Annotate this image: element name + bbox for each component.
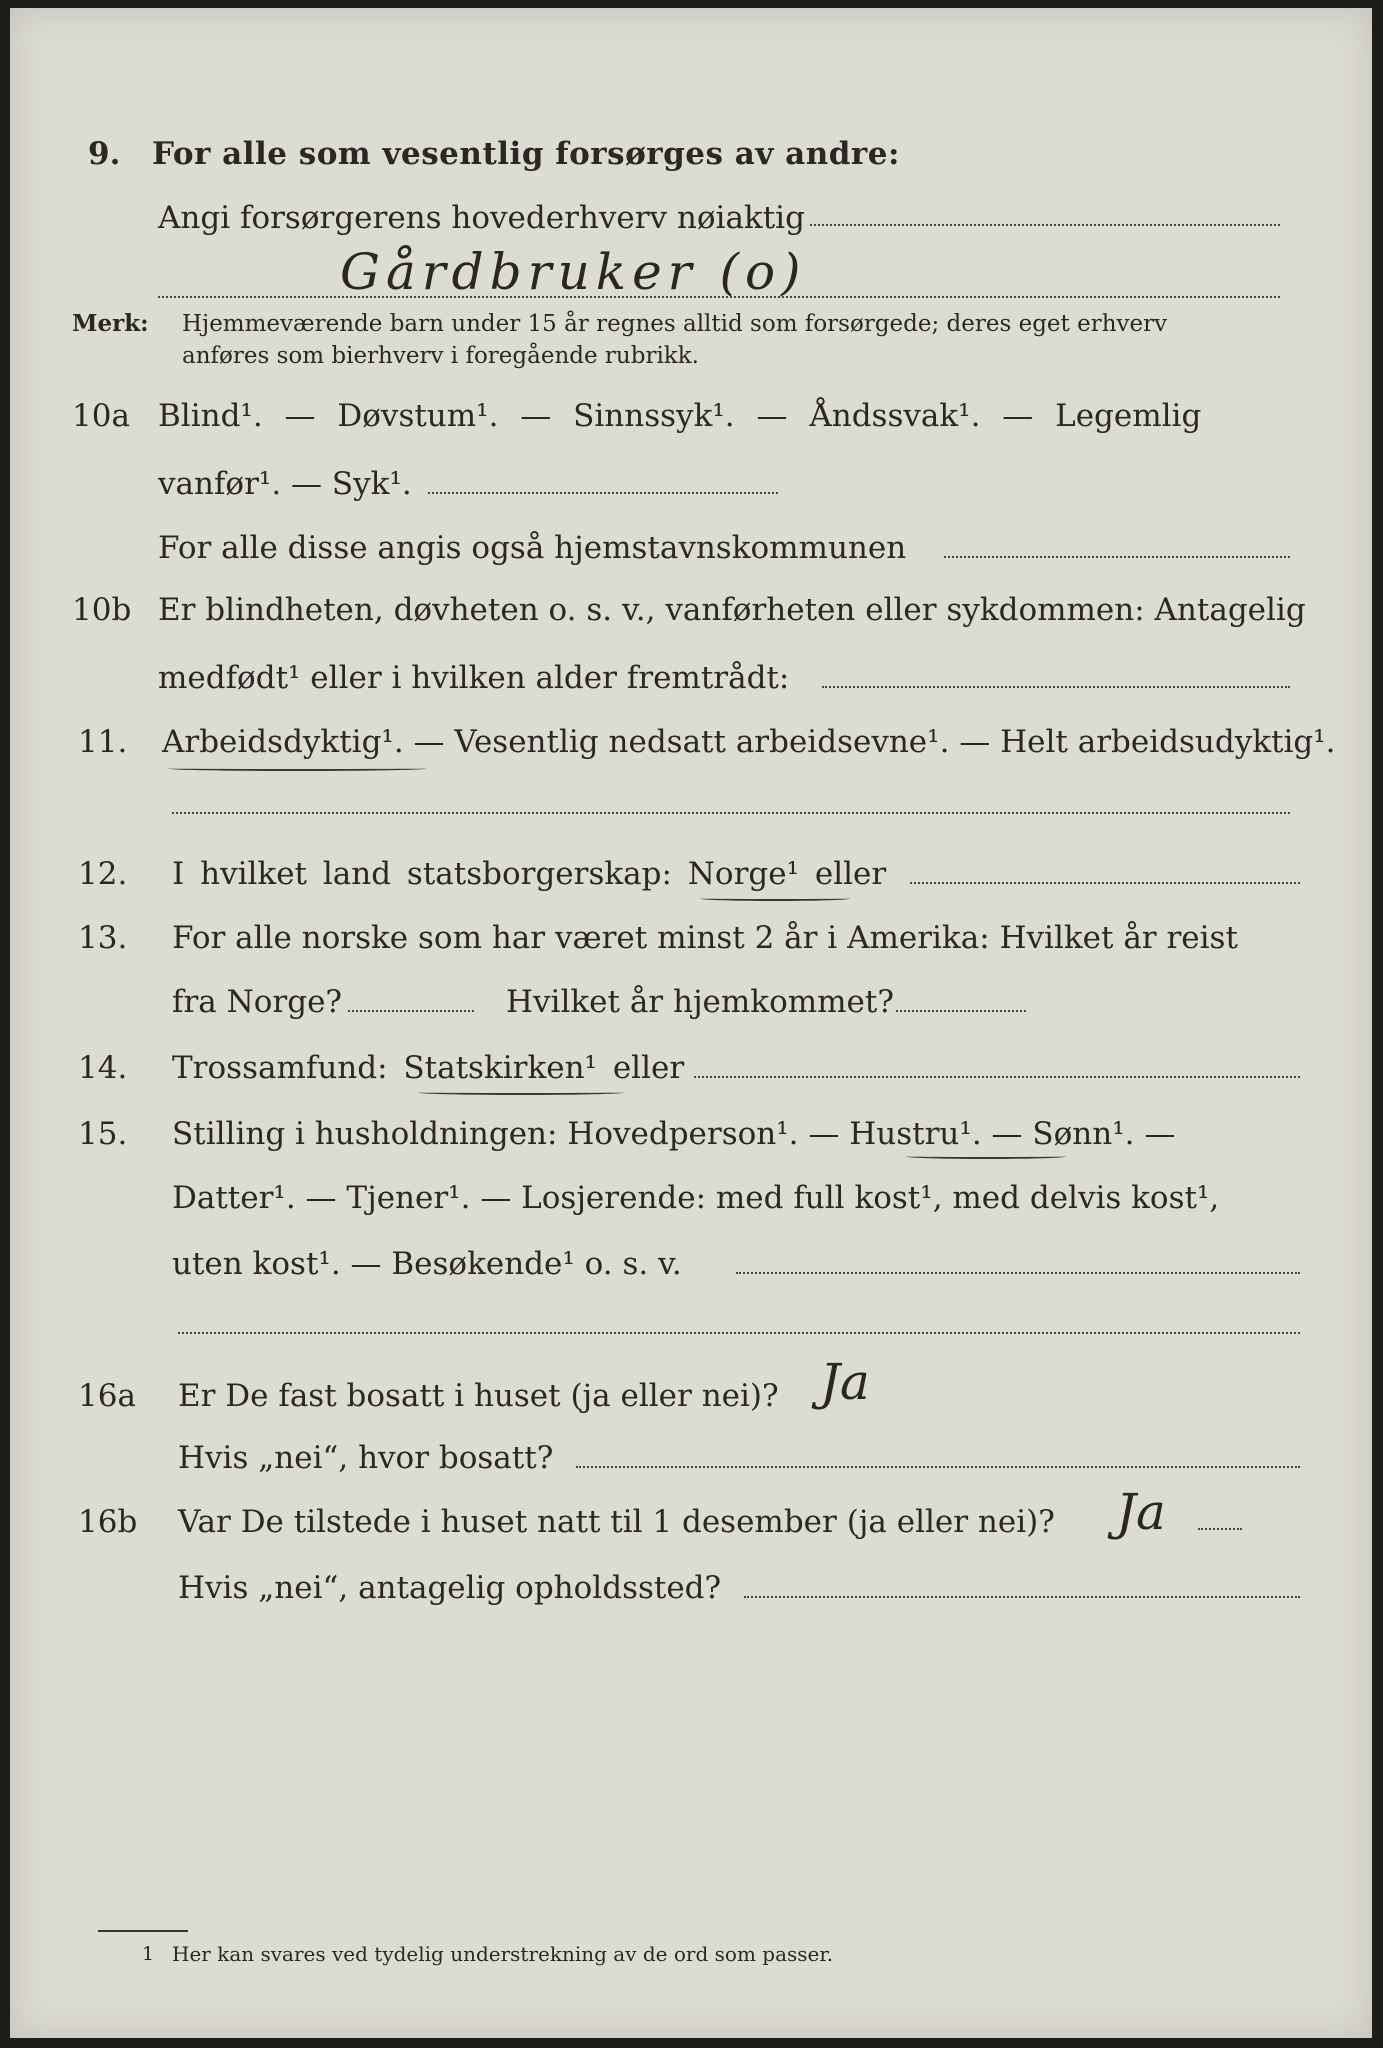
q12-number: 12. [78, 856, 128, 892]
q10a-line3: For alle disse angis også hjemstavnskommunen [158, 530, 907, 566]
q14-number: 14. [78, 1050, 128, 1086]
q15-answer-line-1 [736, 1270, 1300, 1274]
q14-line1: Trossamfund: Statskirken¹ eller [172, 1050, 685, 1086]
q9-line2: Angi forsørgerens hovederhverv nøiaktig [158, 200, 805, 236]
q16b-number: 16b [78, 1504, 138, 1540]
q16a-handwritten-answer: Ja [820, 1353, 870, 1411]
q14-answer-line [694, 1074, 1300, 1078]
q10b-line1: Er blindheten, døvheten o. s. v., vanførheten eller sykdommen: Antagelig [158, 592, 1306, 628]
q9-answer-line-1 [810, 222, 1280, 226]
q15-line2: Datter¹. — Tjener¹. — Losjerende: med full kost¹, med delvis kost¹, [172, 1180, 1220, 1216]
q16a-line2: Hvis „nei“, hvor bosatt? [178, 1440, 554, 1476]
q11-answer-line [172, 810, 1290, 814]
q13-number: 13. [78, 920, 128, 956]
q16a-line1: Er De fast bosatt i huset (ja eller nei)? [178, 1378, 779, 1414]
q14-underline-statskirken [418, 1090, 624, 1095]
q9-handwritten-answer: Gårdbruker (o) [340, 243, 807, 301]
q10b-line2: medfødt¹ eller i hvilken alder fremtrådt: [158, 660, 790, 696]
q15-number: 15. [78, 1116, 128, 1152]
merk-label: Merk: [72, 310, 149, 337]
q11-underline-arbeidsdyktig [168, 766, 426, 771]
q16b-line2: Hvis „nei“, antagelig opholdssted? [178, 1570, 722, 1606]
q11-line1: Arbeidsdyktig¹. — Vesentlig nedsatt arbeidsevne¹. — Helt arbeidsudyktig¹. [162, 724, 1336, 760]
q16b-opholdssted-line [744, 1594, 1300, 1598]
merk-line1: Hjemmeværende barn under 15 år regnes alltid som forsørgede; deres eget erhverv [182, 311, 1168, 337]
q15-underline-hustru [906, 1154, 1066, 1159]
q15-line3: uten kost¹. — Besøkende¹ o. s. v. [172, 1246, 682, 1282]
footnote-text: Her kan svares ved tydelig understrekning av de ord som passer. [172, 1942, 834, 1966]
q12-answer-line [910, 880, 1300, 884]
census-form-page [10, 8, 1372, 2038]
q16b-line1: Var De tilstede i huset natt til 1 desember (ja eller nei)? [178, 1504, 1055, 1540]
footnote-rule [98, 1930, 188, 1932]
q11-number: 11. [78, 724, 128, 760]
q16a-answer-line [576, 1464, 1300, 1468]
q10a-answer-line [428, 490, 778, 494]
q16b-answer-line [1198, 1526, 1242, 1530]
q15-line1: Stilling i husholdningen: Hovedperson¹. — Hustru¹. — Sønn¹. — [172, 1116, 1176, 1152]
q9-answer-line-2 [158, 294, 1280, 298]
q10a-line2: vanfør¹. — Syk¹. [158, 466, 412, 502]
q12-underline-norge [700, 896, 850, 901]
q13-line2a: fra Norge? [172, 984, 343, 1020]
q10a-line1: Blind¹. — Døvstum¹. — Sinnssyk¹. — Åndssvak¹. — Legemlig [158, 398, 1202, 434]
q13-line2b: Hvilket år hjemkommet? [506, 984, 894, 1020]
q9-number: 9. [88, 136, 121, 172]
q10b-answer-line [822, 684, 1290, 688]
q13-reist-line [348, 1008, 474, 1012]
q13-line1: For alle norske som har været minst 2 år i Amerika: Hvilket år reist [172, 920, 1238, 956]
q10a-hjemstavn-line [944, 554, 1290, 558]
q16b-handwritten-answer: Ja [1116, 1483, 1166, 1541]
footnote-marker: 1 [142, 1943, 155, 1965]
q12-line1: I hvilket land statsborgerskap: Norge¹ eller [172, 856, 887, 892]
q16a-number: 16a [78, 1378, 136, 1414]
merk-line2: anføres som bierhverv i foregående rubrikk. [182, 343, 699, 369]
q10b-number: 10b [72, 592, 132, 628]
q9-heading: For alle som vesentlig forsørges av andre: [152, 136, 900, 172]
q15-answer-line-2 [178, 1330, 1300, 1334]
q10a-number: 10a [72, 398, 130, 434]
q13-hjemkommet-line [896, 1008, 1026, 1012]
